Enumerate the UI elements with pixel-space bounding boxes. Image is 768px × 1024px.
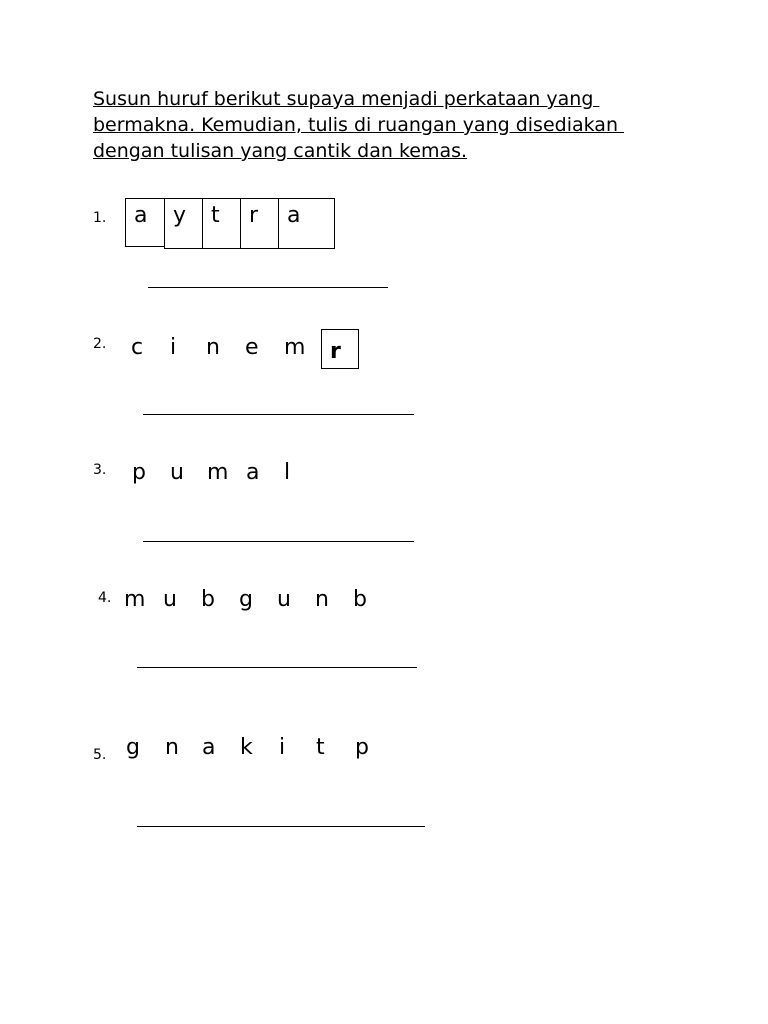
instruction-line-3: dengan tulisan yang cantik dan kemas. [93,140,468,162]
question-number: 1. [93,210,107,226]
scrambled-letter: p [355,735,369,760]
question-number: 5. [93,747,107,763]
scrambled-letter: m [124,587,146,612]
scrambled-letter: u [277,587,291,612]
answer-line[interactable] [148,287,388,288]
letter-box [202,198,241,249]
scrambled-letter: b [201,587,215,612]
scrambled-letter: n [206,335,220,360]
scrambled-letter: a [287,203,301,228]
scrambled-letter: i [170,335,177,360]
scrambled-letter: b [353,587,367,612]
letter-box [240,198,279,249]
scrambled-letter: u [170,460,184,485]
scrambled-letter: r [330,339,341,364]
scrambled-letter: a [246,460,260,485]
scrambled-letter: t [316,735,325,760]
scrambled-letter: m [207,460,229,485]
scrambled-letter: u [163,587,177,612]
scrambled-letter: n [315,587,329,612]
answer-line[interactable] [137,667,417,668]
question-number: 3. [93,462,107,478]
scrambled-letter: g [126,735,140,760]
answer-line[interactable] [137,826,425,827]
scrambled-letter: p [132,460,146,485]
scrambled-letter: n [165,735,179,760]
scrambled-letter: l [284,460,291,485]
instructions [93,86,693,164]
scrambled-letter: e [245,335,259,360]
scrambled-letter: c [131,335,144,360]
scrambled-letter: g [239,587,253,612]
scrambled-letter: y [173,203,187,228]
question-number: 4. [98,590,112,606]
instruction-line-2: bermakna. Kemudian, tulis di ruangan yang disediakan [93,114,625,136]
scrambled-letter: k [240,735,253,760]
scrambled-letter: i [279,735,286,760]
scrambled-letter: r [249,203,259,228]
question-number: 2. [93,336,107,352]
scrambled-letter: a [202,735,216,760]
instruction-line-1: Susun huruf berikut supaya menjadi perkataan yang [93,88,600,110]
scrambled-letter: m [284,335,306,360]
scrambled-letter: a [134,203,148,228]
answer-line[interactable] [143,541,414,542]
scrambled-letter: t [211,203,220,228]
answer-line[interactable] [143,414,414,415]
